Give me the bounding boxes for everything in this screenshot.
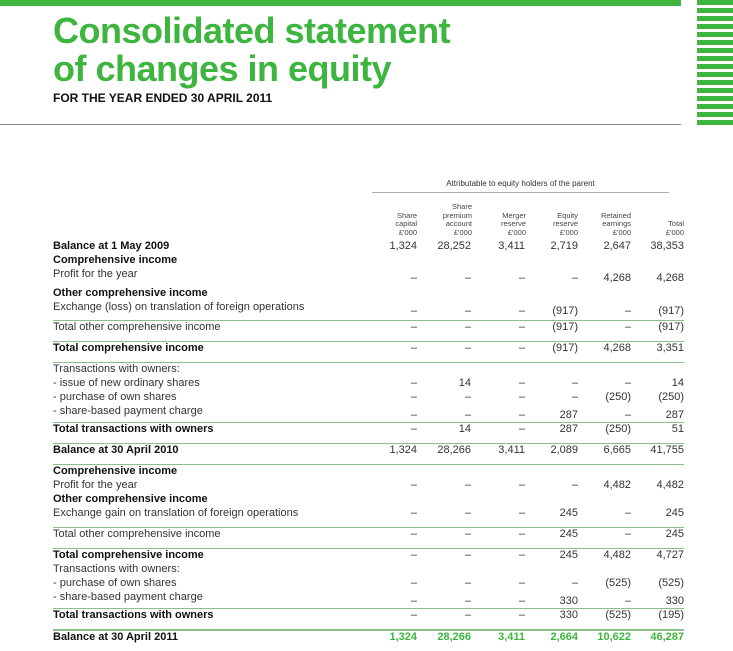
cell-retained-earnings: 4,482	[603, 479, 631, 491]
row-label: Total other comprehensive income	[53, 321, 221, 333]
cell-retained-earnings: –	[624, 377, 631, 389]
cell-total: 245	[665, 528, 684, 540]
cell-total: 330	[665, 595, 684, 607]
cell-equity-reserve: (917)	[552, 321, 578, 333]
cell-retained-earnings: 2,647	[603, 240, 631, 252]
cell-retained-earnings: –	[624, 321, 631, 333]
cell-equity-reserve: 2,089	[550, 444, 578, 456]
cell-total: 38,353	[650, 240, 684, 252]
cell-retained-earnings: –	[624, 507, 631, 519]
cell-retained-earnings: (525)	[605, 577, 631, 589]
cell-share-capital: –	[410, 305, 417, 317]
table-row	[53, 507, 684, 528]
cell-share-capital: –	[410, 577, 417, 589]
table-row	[53, 444, 684, 465]
cell-merger-reserve: –	[518, 423, 525, 435]
cell-share-premium: –	[464, 609, 471, 621]
cell-equity-reserve: –	[571, 272, 578, 284]
cell-merger-reserve: –	[518, 595, 525, 607]
title-line-1: Consolidated statement	[53, 10, 451, 51]
cell-total: 41,755	[650, 444, 684, 456]
table-row	[53, 563, 684, 577]
cell-share-premium: –	[464, 305, 471, 317]
cell-share-premium: –	[464, 391, 471, 403]
attributable-label: Attributable to equity holders of the parent	[446, 179, 595, 188]
cell-equity-reserve: (917)	[552, 305, 578, 317]
cell-merger-reserve: –	[518, 272, 525, 284]
cell-retained-earnings: (250)	[605, 391, 631, 403]
row-label: Profit for the year	[53, 479, 138, 491]
cell-equity-reserve: 2,664	[550, 631, 578, 643]
cell-equity-reserve: –	[571, 377, 578, 389]
column-header-total: Total £'000	[665, 219, 684, 237]
cell-total: 14	[671, 377, 684, 389]
row-label: Comprehensive income	[53, 465, 178, 477]
cell-share-capital: 1,324	[389, 444, 417, 456]
cell-merger-reserve: –	[518, 507, 525, 519]
cell-share-capital: –	[410, 391, 417, 403]
table-row	[53, 363, 684, 377]
column-header-equity-reserve: Equity reserve £'000	[552, 210, 578, 237]
cell-equity-reserve: 287	[559, 409, 578, 421]
top-accent-bar	[0, 0, 681, 6]
row-label: Total other comprehensive income	[53, 528, 221, 540]
cell-retained-earnings: 4,268	[603, 272, 631, 284]
cell-total: 4,482	[656, 479, 684, 491]
column-header-share-premium: Share premium account £'000	[442, 202, 472, 237]
row-label: Profit for the year	[53, 268, 138, 280]
cell-equity-reserve: (917)	[552, 342, 578, 354]
cell-total: 51	[671, 423, 684, 435]
cell-total: (917)	[658, 305, 684, 317]
cell-total: (917)	[658, 321, 684, 333]
cell-retained-earnings: 6,665	[603, 444, 631, 456]
table-row	[53, 630, 684, 651]
cell-equity-reserve: 287	[559, 423, 578, 435]
table-row	[53, 377, 684, 391]
cell-share-premium: 28,252	[437, 240, 471, 252]
cell-share-premium: –	[464, 479, 471, 491]
row-label: - issue of new ordinary shares	[53, 377, 200, 389]
cell-total: 46,287	[650, 631, 684, 643]
cell-share-premium: –	[464, 342, 471, 354]
page-title	[53, 12, 450, 88]
table-row	[53, 240, 684, 254]
cell-merger-reserve: 3,411	[498, 444, 525, 456]
cell-merger-reserve: –	[518, 528, 525, 540]
cell-merger-reserve: –	[518, 342, 525, 354]
table-row	[53, 391, 684, 405]
cell-total: (250)	[658, 391, 684, 403]
row-label: Total transactions with owners	[53, 423, 214, 435]
cell-retained-earnings: –	[624, 409, 631, 421]
table-row	[53, 254, 684, 268]
table-row	[53, 321, 684, 342]
cell-share-premium: –	[464, 321, 471, 333]
row-label: Balance at 30 April 2011	[53, 631, 178, 643]
cell-share-capital: –	[410, 377, 417, 389]
cell-share-capital: –	[410, 595, 417, 607]
row-label: - share-based payment charge	[53, 591, 203, 603]
cell-equity-reserve: 245	[559, 549, 578, 561]
cell-share-capital: –	[410, 609, 417, 621]
cell-share-capital: –	[410, 409, 417, 421]
cell-share-capital: –	[410, 507, 417, 519]
cell-share-capital: –	[410, 272, 417, 284]
cell-share-premium: –	[464, 577, 471, 589]
cell-merger-reserve: –	[518, 321, 525, 333]
row-label: Exchange gain on translation of foreign operations	[53, 507, 299, 519]
column-header-retained-earnings: Retained earnings £'000	[600, 210, 631, 237]
cell-merger-reserve: –	[518, 409, 525, 421]
cell-share-capital: –	[410, 423, 417, 435]
column-headers	[0, 197, 733, 237]
table-row	[53, 268, 684, 287]
cell-equity-reserve: 330	[559, 595, 578, 607]
cell-total: 3,351	[656, 342, 684, 354]
row-label: Total comprehensive income	[53, 549, 204, 561]
title-line-2: of changes in equity	[53, 48, 392, 89]
table-row	[53, 549, 684, 563]
row-label: Other comprehensive income	[53, 493, 208, 505]
attributable-divider	[372, 192, 669, 193]
cell-share-capital: 1,324	[389, 240, 417, 252]
cell-share-premium: –	[464, 409, 471, 421]
row-label: Total transactions with owners	[53, 609, 214, 621]
table-row	[53, 465, 684, 479]
row-label: Exchange (loss) on translation of foreign operations	[53, 301, 305, 313]
cell-retained-earnings: (525)	[605, 609, 631, 621]
cell-merger-reserve: –	[518, 479, 525, 491]
cell-share-capital: –	[410, 321, 417, 333]
cell-equity-reserve: –	[571, 391, 578, 403]
cell-share-premium: 28,266	[437, 444, 471, 456]
row-label: Transactions with owners:	[53, 363, 180, 375]
cell-share-premium: –	[464, 272, 471, 284]
cell-share-capital: –	[410, 479, 417, 491]
cell-equity-reserve: –	[571, 577, 578, 589]
table-row	[53, 301, 684, 321]
cell-share-capital: –	[410, 549, 417, 561]
column-header-share-capital: Share capital £'000	[395, 210, 417, 237]
cell-retained-earnings: –	[624, 305, 631, 317]
cell-equity-reserve: 245	[559, 528, 578, 540]
cell-share-premium: –	[464, 528, 471, 540]
page-subtitle: FOR THE YEAR ENDED 30 APRIL 2011	[53, 91, 273, 105]
cell-total: 4,268	[656, 272, 684, 284]
cell-equity-reserve: 2,719	[550, 240, 578, 252]
cell-share-capital: –	[410, 342, 417, 354]
column-header-merger-reserve: Merger reserve £'000	[500, 210, 526, 237]
cell-merger-reserve: 3,411	[498, 631, 525, 643]
cell-retained-earnings: –	[624, 595, 631, 607]
row-label: - purchase of own shares	[53, 577, 177, 589]
cell-total: 245	[665, 507, 684, 519]
cell-share-premium: –	[464, 549, 471, 561]
table-row	[53, 423, 684, 444]
cell-merger-reserve: –	[518, 577, 525, 589]
cell-total: (525)	[658, 577, 684, 589]
cell-share-capital: 1,324	[389, 631, 417, 643]
table-row	[53, 591, 684, 609]
cell-share-premium: 28,266	[437, 631, 471, 643]
row-label: - share-based payment charge	[53, 405, 203, 417]
cell-retained-earnings: –	[624, 528, 631, 540]
table-row	[53, 528, 684, 549]
row-label: Balance at 30 April 2010	[53, 444, 179, 456]
cell-retained-earnings: (250)	[605, 423, 631, 435]
equity-statement-table	[53, 240, 684, 651]
cell-merger-reserve: –	[518, 549, 525, 561]
row-label: Total comprehensive income	[53, 342, 204, 354]
table-row	[53, 479, 684, 493]
row-label: Transactions with owners:	[53, 563, 180, 575]
row-label: Comprehensive income	[53, 254, 178, 266]
row-label: Other comprehensive income	[53, 287, 208, 299]
cell-share-capital: –	[410, 528, 417, 540]
table-row	[53, 493, 684, 507]
cell-merger-reserve: –	[518, 305, 525, 317]
cell-merger-reserve: –	[518, 609, 525, 621]
cell-merger-reserve: –	[518, 391, 525, 403]
cell-equity-reserve: –	[571, 479, 578, 491]
cell-share-premium: –	[464, 507, 471, 519]
cell-total: (195)	[658, 609, 684, 621]
row-label: Balance at 1 May 2009	[53, 240, 170, 252]
cell-retained-earnings: 4,482	[603, 549, 631, 561]
table-row	[53, 342, 684, 363]
cell-merger-reserve: –	[518, 377, 525, 389]
table-row	[53, 577, 684, 591]
cell-total: 287	[665, 409, 684, 421]
cell-equity-reserve: 245	[559, 507, 578, 519]
cell-total: 4,727	[656, 549, 684, 561]
cell-equity-reserve: 330	[559, 609, 578, 621]
cell-share-premium: 14	[458, 377, 471, 389]
table-row	[53, 287, 684, 301]
cell-retained-earnings: 4,268	[603, 342, 631, 354]
row-label: - purchase of own shares	[53, 391, 177, 403]
cell-share-premium: 14	[458, 423, 471, 435]
cell-retained-earnings: 10,622	[597, 631, 631, 643]
decorative-stripes	[697, 0, 733, 124]
cell-merger-reserve: 3,411	[498, 240, 525, 252]
cell-share-premium: –	[464, 595, 471, 607]
table-row	[53, 609, 684, 630]
table-row	[53, 405, 684, 423]
header-divider	[0, 124, 681, 125]
